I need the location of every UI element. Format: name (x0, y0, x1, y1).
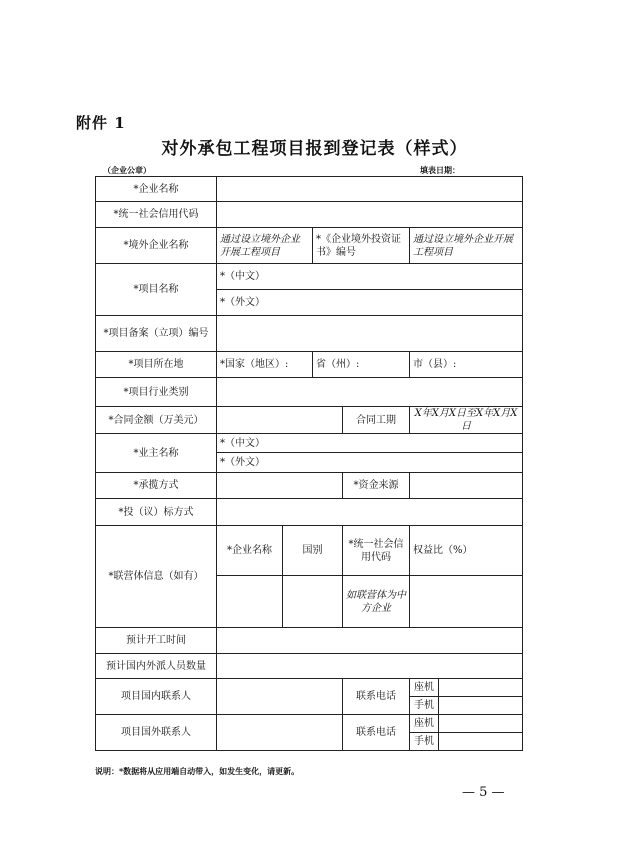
company-name-field[interactable] (217, 177, 523, 202)
owner-name-label: *业主名称 (96, 434, 217, 473)
consortium-equity-field[interactable] (410, 576, 523, 628)
project-name-zh-field[interactable]: *（中文） (217, 264, 523, 290)
domestic-contact-label: 项目国内联系人 (96, 679, 217, 715)
domestic-phone-label: 联系电话 (343, 679, 410, 715)
project-filing-label: *项目备案（立项）编号 (96, 316, 217, 352)
fill-date-label: 填表日期： (420, 165, 460, 175)
consortium-credit-hint[interactable]: 如联营体为中方企业 (343, 576, 410, 628)
project-location-label: *项目所在地 (96, 352, 217, 378)
owner-name-zh-field[interactable]: *（中文） (217, 434, 523, 453)
foreign-contact-field[interactable] (217, 715, 343, 751)
domestic-landline-label: 座机 (410, 679, 439, 697)
foreign-mobile-label: 手机 (410, 733, 439, 751)
seal-label: （企业公章） (103, 165, 151, 175)
fund-source-label: *资金来源 (343, 473, 410, 499)
page-number: — 5 — (462, 785, 505, 800)
contract-method-field[interactable] (217, 473, 343, 499)
domestic-landline-field[interactable] (439, 679, 523, 697)
overseas-invest-cert-label: *《企业境外投资证书》编号 (313, 228, 410, 264)
project-name-label: *项目名称 (96, 264, 217, 316)
domestic-staff-label: 预计国内外派人员数量 (96, 654, 217, 679)
registration-form (95, 176, 523, 751)
consortium-company-field[interactable] (217, 576, 283, 628)
start-time-label: 预计开工时间 (96, 628, 217, 654)
foreign-contact-label: 项目国外联系人 (96, 715, 217, 751)
domestic-contact-field[interactable] (217, 679, 343, 715)
domestic-staff-field[interactable] (217, 654, 523, 679)
contract-period-label: 合同工期 (343, 407, 410, 434)
foreign-landline-label: 座机 (410, 715, 439, 733)
project-name-foreign-field[interactable]: *（外文） (217, 290, 523, 316)
bid-method-label: *投（议）标方式 (96, 499, 217, 526)
industry-label: *项目行业类别 (96, 378, 217, 407)
bid-method-field[interactable] (217, 499, 523, 526)
consortium-country-label: 国别 (283, 526, 343, 576)
city-field[interactable]: 市（县）: (410, 352, 523, 378)
project-filing-field[interactable] (217, 316, 523, 352)
contract-method-label: *承揽方式 (96, 473, 217, 499)
contract-period-field[interactable]: X年X月X日至X年X月X日 (410, 407, 523, 434)
credit-code-field[interactable] (217, 202, 523, 228)
province-field[interactable]: 省（州）: (313, 352, 410, 378)
footnote: 说明：*数据将从应用端自动带入，如发生变化，请更新。 (95, 766, 300, 776)
foreign-phone-label: 联系电话 (343, 715, 410, 751)
consortium-credit-label: *统一社会信用代码 (343, 526, 410, 576)
domestic-mobile-label: 手机 (410, 697, 439, 715)
start-time-field[interactable] (217, 628, 523, 654)
annex-label: 附件 1 (76, 114, 126, 132)
fund-source-field[interactable] (410, 473, 523, 499)
credit-code-label: *统一社会信用代码 (96, 202, 217, 228)
foreign-landline-field[interactable] (439, 715, 523, 733)
owner-name-foreign-field[interactable]: *（外文） (217, 453, 523, 473)
contract-amount-field[interactable] (217, 407, 343, 434)
consortium-company-label: *企业名称 (217, 526, 283, 576)
overseas-company-label: *境外企业名称 (96, 228, 217, 264)
overseas-invest-hint[interactable]: 通过设立境外企业开展工程项目 (410, 228, 523, 264)
domestic-mobile-field[interactable] (439, 697, 523, 715)
country-field[interactable]: *国家（地区）: (217, 352, 313, 378)
overseas-company-hint[interactable]: 通过设立境外企业开展工程项目 (217, 228, 313, 264)
company-name-label: *企业名称 (96, 177, 217, 202)
contract-amount-label: *合同金额（万美元） (96, 407, 217, 434)
industry-field[interactable] (217, 378, 523, 407)
foreign-mobile-field[interactable] (439, 733, 523, 751)
consortium-equity-label: 权益比（%） (410, 526, 523, 576)
consortium-label: *联营体信息（如有） (96, 526, 217, 628)
page-title: 对外承包工程项目报到登记表（样式） (161, 139, 468, 159)
consortium-country-field[interactable] (283, 576, 343, 628)
